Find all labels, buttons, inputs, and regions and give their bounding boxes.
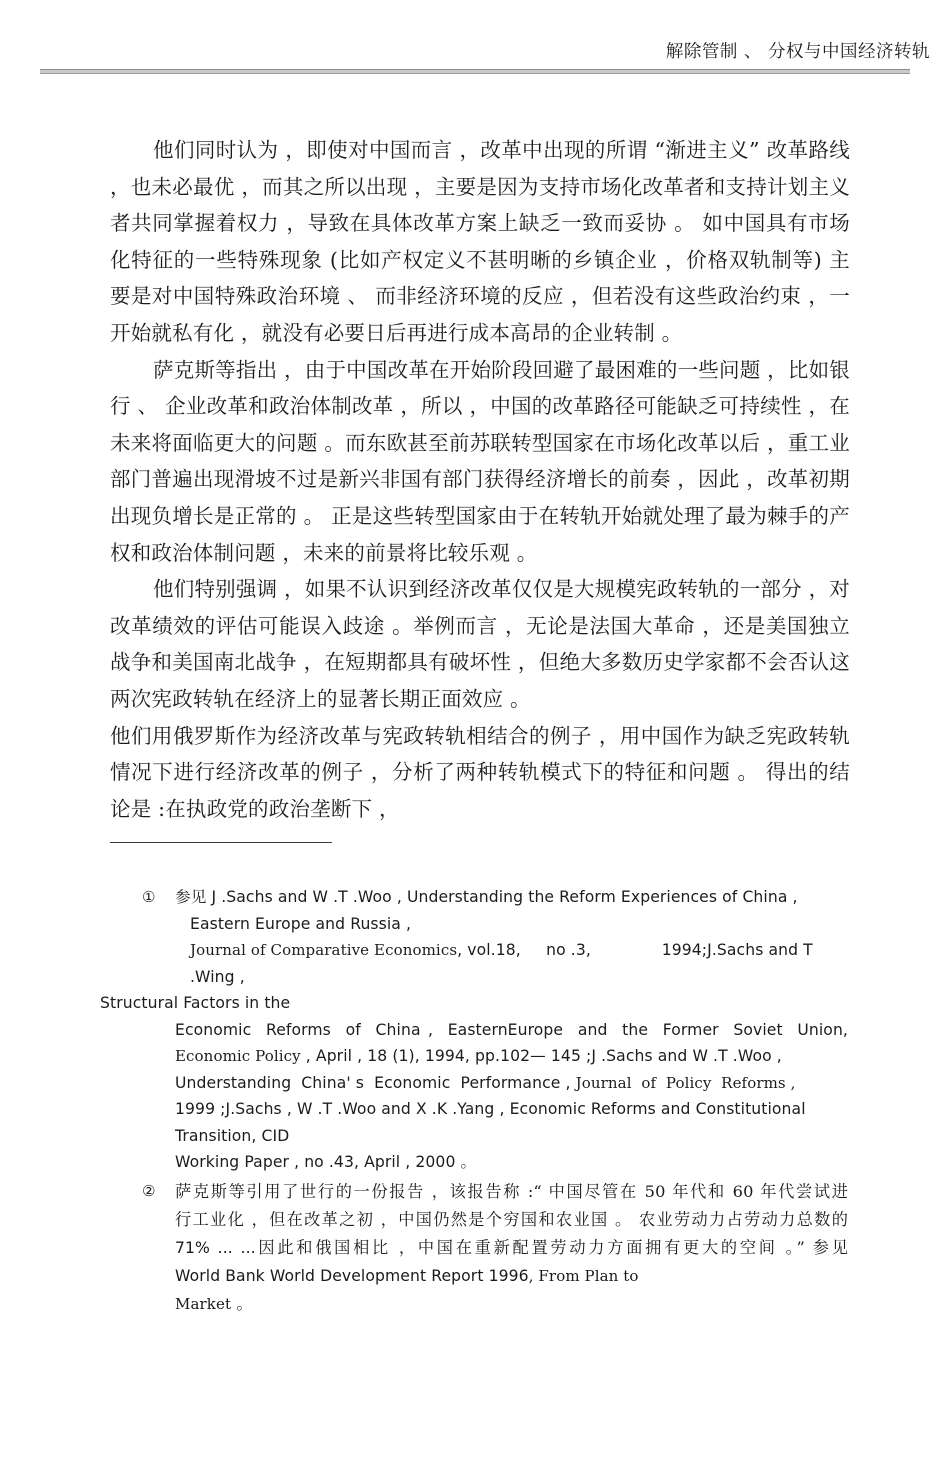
footnote-1 [100,884,848,1176]
footnote-2-body [100,1178,848,1318]
footnote-1-line-4: Structural Factors in the [100,994,291,1012]
footnote-1-line-10: Working Paper , no .43, April , 2000 。 [175,1153,477,1171]
footnote-1-journal-2: Economic Policy [175,1047,301,1065]
paragraph-3: 他们特别强调 ，如果不认识到经济改革仅仅是大规模宪政转轨的一部分 ，对改革绩效的评估可能误入歧途 。举例而言 ，无论是法国大革命 ，还是美国独立战争和美国南北战争 ，在短期都具有破坏性 ，但绝大多数历史学家都不会否认这两次宪政转轨在经济上的显著长期正面效应 。 [110,577,850,711]
body-text [110,132,850,827]
footnote-2-line-3 [100,1234,848,1262]
footnote-1-line-8: 1999 ;J.Sachs , W .T .Woo and X .K .Yang , Economic Reforms and Constitutional [175,1100,806,1118]
footnote-separator [110,842,332,843]
footnote-2-line-4 [100,1262,848,1290]
footnote-1-journal-3: Journal of Policy Reforms , [575,1073,796,1092]
footnote-2-report-title: World Bank World Development Report 1996 [175,1266,529,1285]
paragraph-4: 他们用俄罗斯作为经济改革与宪政转轨相结合的例子 ，用中国作为缺乏宪政转轨情况下进行经济改革的例子 ，分析了两种转轨模式下的特征和问题 。 得出的结论是 :在执政党的政治垄断下 ， [110,723,850,821]
header-divider [40,69,910,74]
footnote-1-line-1-rest: J .Sachs and W .T .Woo , Understanding the Reform Experiences of China , [211,888,798,906]
paragraph-1: 他们同时认为 ，即使对中国而言 ，改革中出现的所谓 “渐进主义” 改革路线 ，也未必最优 ，而其之所以出现 ，主要是因为支持市场化改革者和支持计划主义者共同掌握着权力 ，导致在具体改革方案上缺乏一致而妥协 。 如中国具有市场化特征的一些特殊现象 (比如产权定义不甚明晰的乡镇企业 ，价格双轨制等) 主要是对中国特殊政治环境 、 而非经济环境的反应 ，但若没有这些政治约束 ，一开始就私有化 ，就没有必要日后再进行成本高昂的企业转制 。 [110,138,850,345]
footnote-1-journal-1: Journal of Comparative Economics [190,941,458,959]
footnote-2-subtitle-part-2: Market [175,1294,232,1313]
footnote-1-line-1 [100,884,848,911]
footnote-2-subtitle-part-1: , From Plan to [528,1266,639,1285]
footnote-2-line-5 [100,1290,848,1318]
footnote-1-marker: ① [142,888,156,906]
footnote-1-line-6-sans: , April , 18 (1), 1994, pp.102— 145 ;J .Sachs and W .T .Woo , [300,1047,782,1065]
footnote-1-lead-cjk: 参见 [175,888,207,906]
running-head [20,38,930,72]
footnote-1-line-9: Transition, CID [175,1126,290,1145]
footnote-2-line-1: 萨克斯等引用了世行的一份报告 ，该报告称 :“ 中国尽管在 50 年代和 60 年代尝试进 [175,1181,848,1201]
footnote-2-line-2: 行工业化 ，但在改革之初 ，中国仍然是个穷国和农业国 。 农业劳动力占劳动力总数的 [175,1209,848,1229]
footnote-2 [100,1178,848,1318]
footnote-area [100,884,848,1320]
footnote-1-line-7 [100,1070,848,1097]
footnote-2-line-3-cjk: 因此和俄国相比 ，中国在重新配置劳动力方面拥有更大的空间 。” [255,1237,805,1257]
footnote-2-see-also: 参见 [812,1237,848,1257]
running-head-title: 解除管制 、 分权与中国经济转轨 [665,42,930,62]
footnote-2-percent: 71% ... ... [175,1238,256,1257]
footnote-1-line-3 [100,937,848,990]
footnote-2-end-punct: 。 [236,1293,253,1313]
footnote-1-body [100,884,848,1176]
paragraph-2: 萨克斯等指出 ，由于中国改革在开始阶段回避了最困难的一些问题 ，比如银行 、 企业改革和政治体制改革 ，所以 ，中国的改革路径可能缺乏可持续性 ，在未来将面临更大的问题 。而东欧甚至前苏联转型国家在市场化改革以后 ，重工业部门普遍出现滑坡不过是新兴非国有部门获得经济增长的前奏 ，因此 ，改革初期出现负增长是正常的 。 正是这些转型国家由于在转轨开始就处理了最为棘手的产权和政治体制问题 ，未来的前景将比较乐观 。 [110,357,850,565]
footnote-1-line-7-sans: Understanding China' s Economic Performance , [175,1073,571,1092]
footnote-2-marker: ② [142,1181,156,1200]
footnote-1-line-5: Economic Reforms of China , EasternEurope and the Former Soviet Union, [175,1020,848,1039]
footnote-1-line-3-sans: , vol.18, no .3, 1994;J.Sachs and T .Wing , [190,941,818,986]
footnote-1-line-6 [100,1043,848,1070]
footnote-1-line-2: Eastern Europe and Russia , [190,914,412,933]
